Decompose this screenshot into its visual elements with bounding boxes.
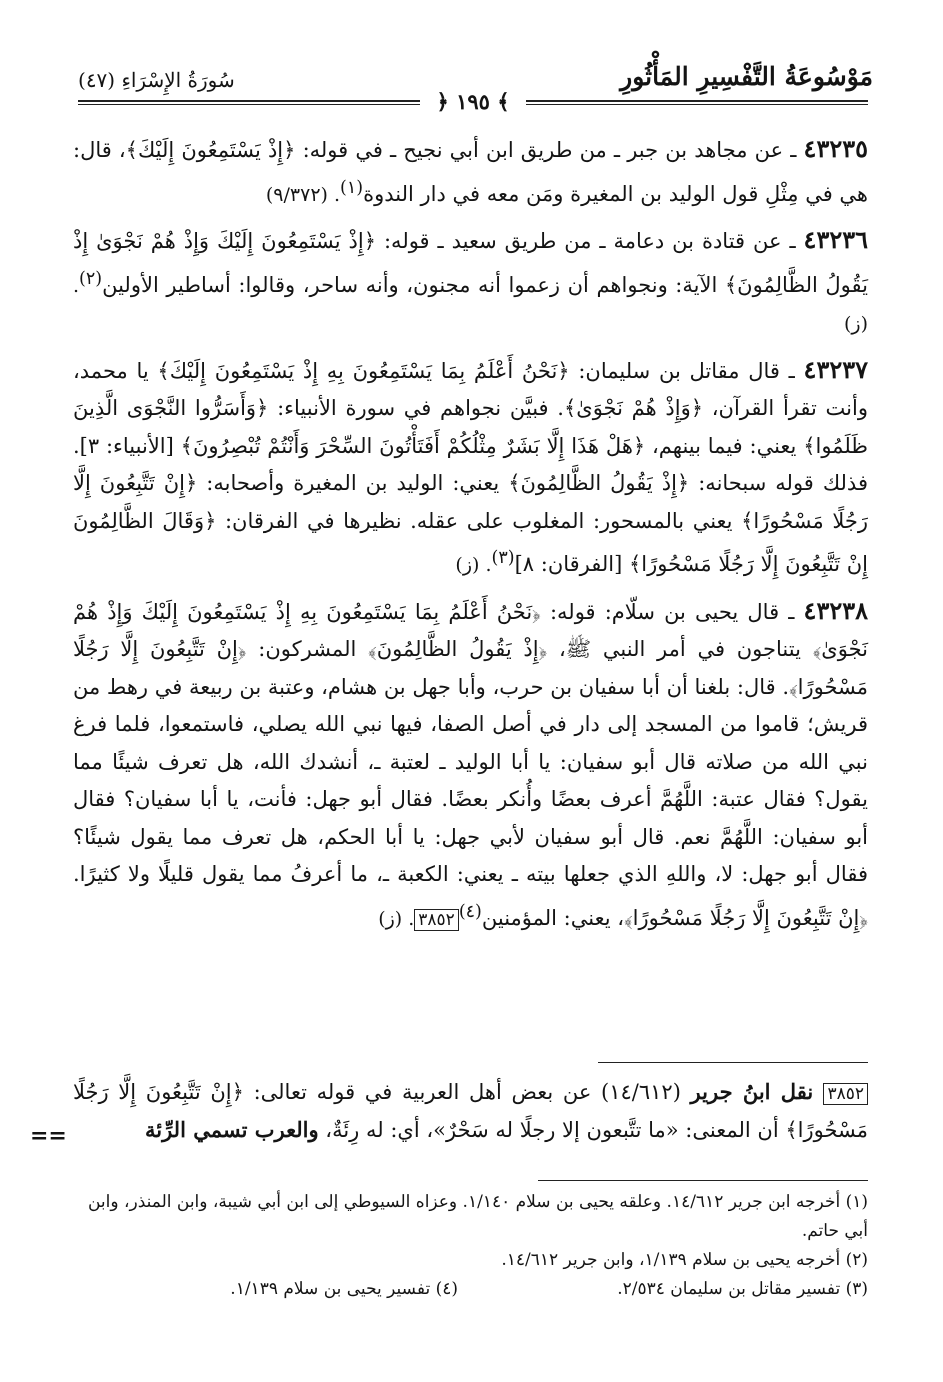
entry-43235 <box>73 130 868 214</box>
footnotes <box>73 1188 868 1304</box>
note-text: (١٤/٦١٢) عن بعض أهل العربية في قوله تعالى: ﴿إِنْ تَتَّبِعُونَ إِلَّا رَجُلًا مَسْحُورًا﴾ أن المعنى: «ما تتَّبعون إلا رجلًا له سَحْرٌ»، أي: له رِئَةٌ، <box>73 1080 868 1142</box>
note-reference-box: ٣٨٥٢ <box>414 909 459 931</box>
entry-43238 <box>73 592 868 939</box>
entry-number: ٤٣٢٣٧ <box>803 354 868 384</box>
entry-43236 <box>73 221 868 344</box>
main-text <box>73 130 868 945</box>
note-number-box: ٣٨٥٢ <box>823 1083 868 1105</box>
entry-text: ـ عن قتادة بن دعامة ـ من طريق سعيد ـ قوله: ﴿إِذْ يَسْتَمِعُونَ إِلَيْكَ وَإِذْ هُمْ نَجْوَىٰ إِذْ يَقُولُ الظَّالِمُونَ﴾ الآية: ونجواهم أن زعموا أنه مجنون، وأنه ساحر، وقالوا: أساطير الأولين <box>73 229 868 297</box>
entry-number: ٤٣٢٣٦ <box>803 225 868 254</box>
book-title: مَوْسُوعَةُ التَّفْسِيرِ المَأْثُورِ <box>620 62 873 91</box>
note-lead: نقل ابنُ جرير <box>690 1079 824 1104</box>
footnote-2: (٢) أخرجه يحيى بن سلام ١/١٣٩، وابن جرير ١٤/٦١٢. <box>501 1250 868 1270</box>
entry-43237 <box>73 351 868 585</box>
footnote-row <box>73 1275 868 1304</box>
footnote-3: (٣) تفسير مقاتل بن سليمان ٢/٥٣٤. <box>617 1279 868 1299</box>
entry-ref: . (٩/٣٧٢) <box>265 183 341 206</box>
footnote-1: (١) أخرجه ابن جرير ١٤/٦١٢. وعلقه يحيى بن سلام ١/١٤٠. وعزاه السيوطي إلى ابن أبي شيبة، وابن المنذر، وابن أبي حاتم. <box>87 1192 868 1241</box>
footnote-marker: (٣) <box>491 548 515 568</box>
footnote-marker: (٤) <box>458 901 482 922</box>
entry-number: ٤٣٢٣٨ <box>803 595 868 625</box>
entry-ref: . (ز) <box>73 274 868 335</box>
note-tail: والعرب تسمي الرِّئة <box>144 1117 319 1142</box>
entry-text: ـ قال يحيى بن سلّام: قوله: ﴿نَحْنُ أَعْلَمُ بِمَا يَسْتَمِعُونَ بِهِ إِذْ يَسْتَمِعُونَ إِلَيْكَ وَإِذْ هُمْ نَجْوَىٰ﴾ يتناجون في أمر النبي ﷺ، ﴿إِذْ يَقُولُ الظَّالِمُونَ﴾ المشركون: ﴿إِنْ تَتَّبِعُونَ إِلَّا رَجُلًا مَسْحُورًا﴾. قال: بلغنا أن أبا سفيان بن حرب، وأبا جهل بن هشام، وعتبة بن ربيعة في رهط من قريش؛ قاموا من المسجد إلى دار في أصل الصفا، فيها نبي الله يصلي، فاستمعوا، فلما فرغ نبي الله من صلاته قال أبو سفيان: يا أبا الوليد ـ لعتبة ـ، أنشدك الله، هل تعرف شيئًا مما يقول؟ فقال عتبة: اللَّهُمَّ أعرف بعضًا وأُنكر بعضًا. فقال أبو جهل: فأنت، يا أبا سفيان؟ فقال أبو سفيان: اللَّهُمَّ نعم. قال أبو سفيان لأبي جهل: يا أبا الحكم، هل تعرف مما يقول شيئًا؟ فقال أبو جهل: لا، واللهِ الذي جعلها بيته ـ يعني: الكعبة ـ، ما أعرفُ مما يقول قليلًا ولا كثيرًا. ﴿إِنْ تَتَّبِعُونَ إِلَّا رَجُلًا مَسْحُورًا﴾، يعني: المؤمنين <box>73 599 868 930</box>
commentary-note <box>73 1073 868 1149</box>
footnote-separator <box>538 1180 868 1181</box>
entry-text: ـ قال مقاتل بن سليمان: ﴿نَحْنُ أَعْلَمُ بِمَا يَسْتَمِعُونَ بِهِ إِذْ يَسْتَمِعُونَ إِلَيْكَ﴾ يا محمد، وأنت تقرأ القرآن، ﴿وَإِذْ هُمْ نَجْوَىٰ﴾. فبيَّن نجواهم في سورة الأنبياء: ﴿وَأَسَرُّوا النَّجْوَى الَّذِينَ ظَلَمُوا﴾ يعني: فيما بينهم، ﴿هَلْ هَذَا إِلَّا بَشَرٌ مِثْلُكُمْ أَفَتَأْتُونَ السِّحْرَ وَأَنْتُمْ تُبْصِرُونَ﴾ [الأنبياء: ٣]. فذلك قوله سبحانه: ﴿إِذْ يَقُولُ الظَّالِمُونَ﴾ يعني: الوليد بن المغيرة وأصحابه: ﴿إِنْ تَتَّبِعُونَ إِلَّا رَجُلًا مَسْحُورًا﴾ يعني بالمسحور: المغلوب على عقله. نظيرها في الفرقان: ﴿وَقَالَ الظَّالِمُونَ إِنْ تَتَّبِعُونَ إِلَّا رَجُلًا مَسْحُورًا﴾ [الفرقان: ٨] <box>73 358 868 576</box>
entry-text: ـ عن مجاهد بن جبر ـ من طريق ابن أبي نجيح ـ في قوله: ﴿إِذْ يَسْتَمِعُونَ إِلَيْكَ﴾، قال: هي في مِثْلِ قول الوليد بن المغيرة ومَن معه في دار الندوة <box>73 138 868 206</box>
continuation-mark: == <box>30 1123 67 1149</box>
footnote-marker: (١) <box>340 177 364 198</box>
footnote-4: (٤) تفسير يحيى بن سلام ١/١٣٩. <box>230 1279 458 1299</box>
entry-ref: . (ز) <box>455 554 492 576</box>
surah-header: سُورَةُ الإِسْرَاءِ (٤٧) <box>78 68 235 92</box>
note-separator <box>598 1062 868 1063</box>
entry-number: ٤٣٢٣٥ <box>803 134 868 163</box>
page-number: ﴾ ١٩٥ ﴿ <box>420 90 526 114</box>
footnote-marker: (٢) <box>79 268 103 289</box>
entry-ref: . (ز) <box>378 907 415 930</box>
